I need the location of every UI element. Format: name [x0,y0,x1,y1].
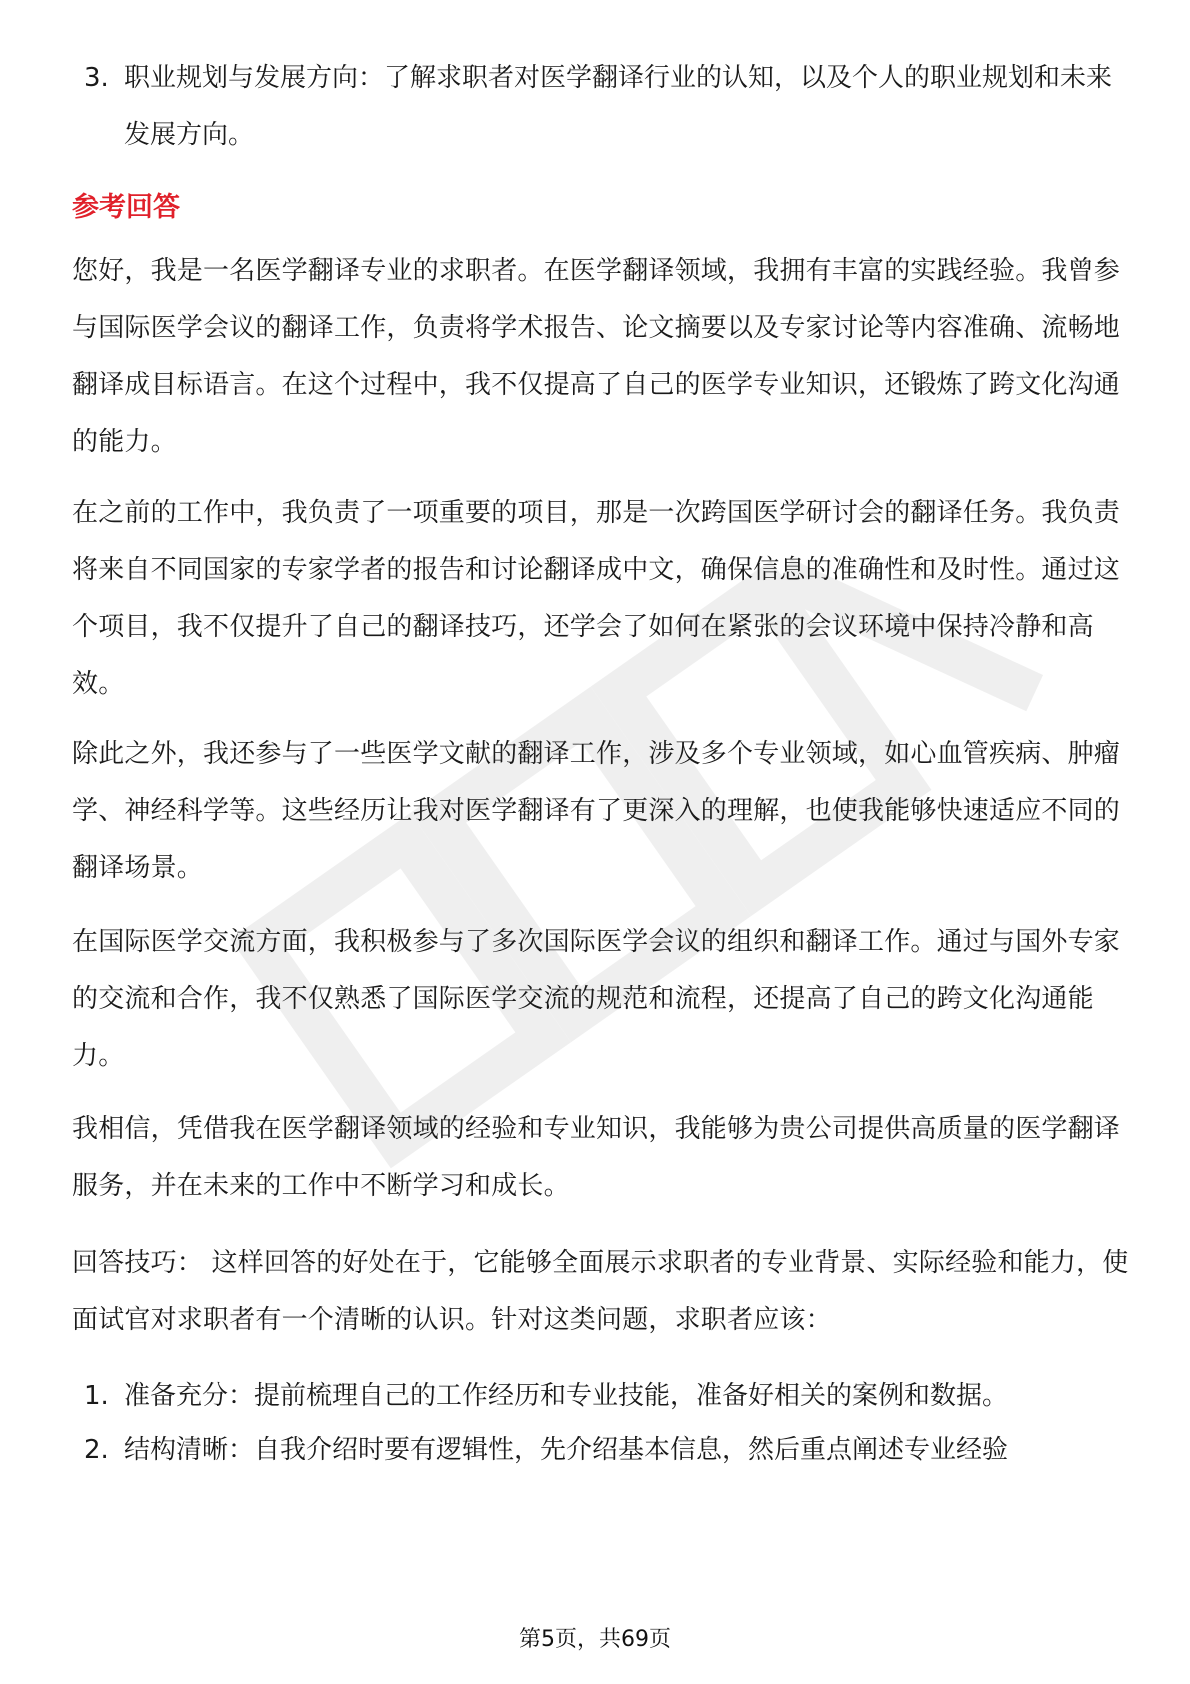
list-number: 2. [84,1435,109,1465]
paragraph: 回答技巧： 这样回答的好处在于，它能够全面展示求职者的专业背景、实际经验和能力，使面试官对求职者有一个清晰的认识。针对这类问题，求职者应该： [72,1248,1129,1335]
list-label: 结构清晰： [124,1435,255,1465]
list-number: 1. [84,1381,109,1411]
list-number: 3. [84,63,109,93]
list-item [84,1368,1124,1425]
section-heading: 参考回答 [72,192,180,223]
paragraph: 您好，我是一名医学翻译专业的求职者。在医学翻译领域，我拥有丰富的实践经验。我曾参与国际医学会议的翻译工作，负责将学术报告、论文摘要以及专家讨论等内容准确、流畅地翻译成目标语言。在这个过程中，我不仅提高了自己的医学专业知识，还锻炼了跨文化沟通的能力。 [72,256,1121,457]
list-label: 准备充分： [124,1381,255,1411]
paragraph: 除此之外，我还参与了一些医学文献的翻译工作，涉及多个专业领域，如心血管疾病、肿瘤学、神经科学等。这些经历让我对医学翻译有了更深入的理解，也使我能够快速适应不同的翻译场景。 [72,739,1121,883]
list-text: 了解求职者对医学翻译行业的认知，以及个人的职业规划和未来发展方向。 [124,63,1113,150]
paragraph: 在之前的工作中，我负责了一项重要的项目，那是一次跨国医学研讨会的翻译任务。我负责将来自不同国家的专家学者的报告和讨论翻译成中文，确保信息的准确性和及时性。通过这个项目，我不仅提升了自己的翻译技巧，还学会了如何在紧张的会议环境中保持冷静和高效。 [72,498,1121,699]
paragraph: 我相信，凭借我在医学翻译领域的经验和专业知识，我能够为贵公司提供高质量的医学翻译服务，并在未来的工作中不断学习和成长。 [72,1114,1121,1201]
list-text: 提前梳理自己的工作经历和专业技能，准备好相关的案例和数据。 [254,1381,1009,1411]
list-label: 职业规划与发展方向： [124,63,385,93]
list-text: 自我介绍时要有逻辑性，先介绍基本信息，然后重点阐述专业经验 [254,1435,1009,1465]
list-item [84,50,1124,164]
paragraph: 在国际医学交流方面，我积极参与了多次国际医学会议的组织和翻译工作。通过与国外专家的交流和合作，我不仅熟悉了国际医学交流的规范和流程，还提高了自己的跨文化沟通能力。 [72,927,1121,1071]
page-number: 第5页，共69页 [519,1627,671,1652]
list-item [84,1422,1124,1479]
